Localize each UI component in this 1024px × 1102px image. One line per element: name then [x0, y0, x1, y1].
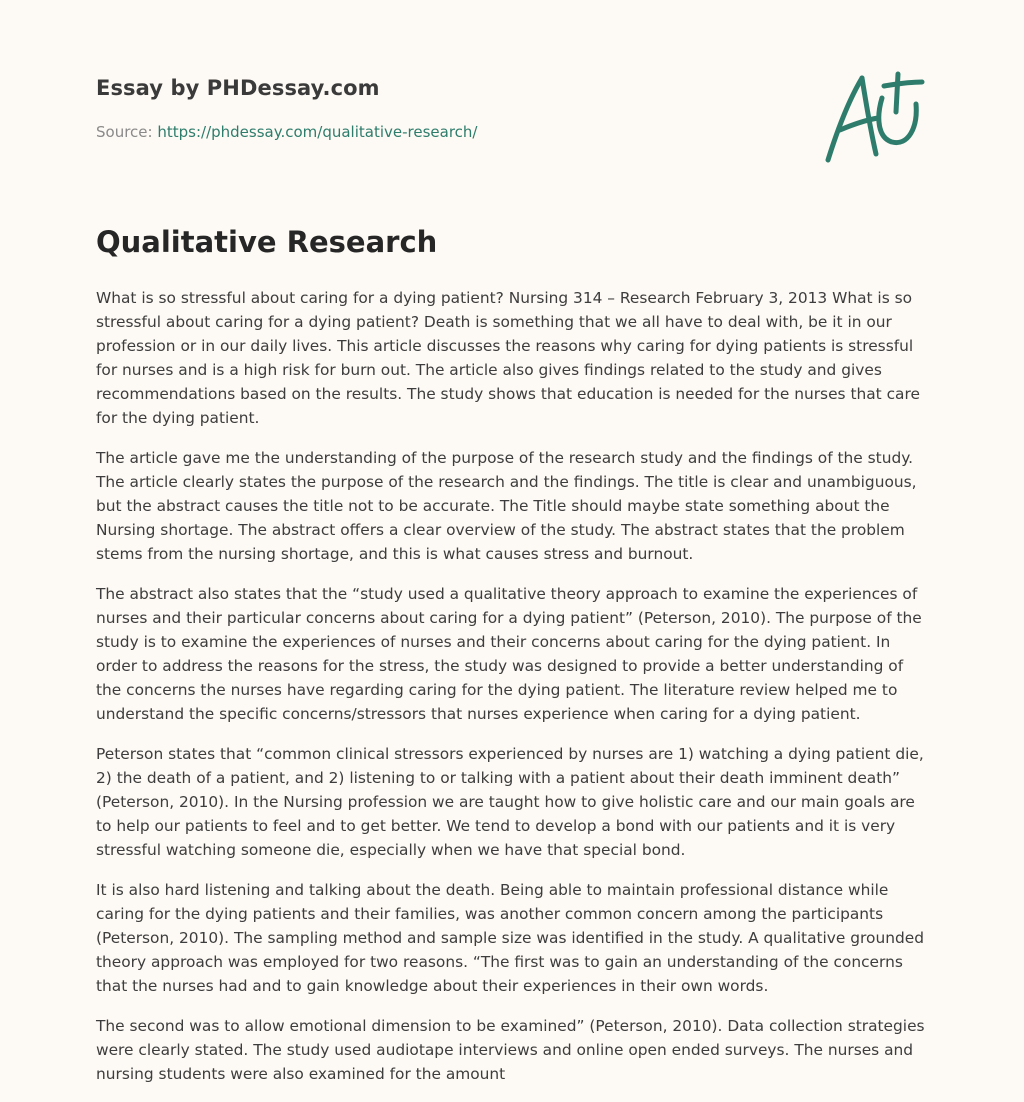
paragraph-4: Peterson states that “common clinical stressors experienced by nurses are 1) watching a dying patient die, 2) the death of a patient, and 2) listening to or talking with a patient about their death imminent death” (Peterson, 2010). In the Nursing profession we are taught how to give holistic care and our main goals are to help our patients to feel and to get better. We tend to develop a bond with our patients and it is very stressful watching someone die, especially when we have that special bond.: [96, 745, 924, 859]
paragraph-5: It is also hard listening and talking about the death. Being able to maintain professional distance while caring for the dying patients and their families, was another common concern among the participants (Peterson, 2010). The sampling method and sample size was identified in the study. A qualitative grounded theory approach was employed for two reasons. “The first was to gain an understanding of the concerns that the nurses had and to gain knowledge about their experiences in their own words.: [96, 881, 924, 995]
paragraph-3: The abstract also states that the “study used a qualitative theory approach to examine the experiences of nurses and their particular concerns about caring for a dying patient” (Peterson, 2010). The purpose of the study is to examine the experiences of nurses and their concerns about caring for the dying patient. In order to address the reasons for the stress, the study was designed to provide a better understanding of the concerns the nurses have regarding caring for the dying patient. The literature review helped me to understand the specific concerns/stressors that nurses experience when caring for a dying patient.: [96, 585, 922, 723]
source-link[interactable]: https://phdessay.com/qualitative-research/: [157, 123, 478, 141]
site-title: Essay by PHDessay.com: [96, 76, 380, 100]
paragraph-1: What is so stressful about caring for a dying patient? Nursing 314 – Research February 3, 2013 What is so stressful about caring for a dying patient? Death is something that we all have to deal with, be it in our profession or in our daily lives. This article discusses the reasons why caring for dying patients is stressful for nurses and is a high risk for burn out. The article also gives findings related to the study and gives recommendations based on the results. The study shows that education is needed for the nurses that care for the dying patient.: [96, 289, 920, 427]
source-label: Source:: [96, 123, 153, 141]
paragraph-6: The second was to allow emotional dimension to be examined” (Peterson, 2010). Data collection strategies were clearly stated. The study used audiotape interviews and online open ended surveys. The nurses and nursing students were also examined for the amount: [96, 1017, 925, 1083]
document-title: Qualitative Research: [96, 225, 438, 259]
document-body: [96, 286, 932, 1102]
source-line: [96, 123, 477, 141]
a-plus-logo-icon: [820, 68, 930, 168]
paragraph-2: The article gave me the understanding of the purpose of the research study and the findings of the study. The article clearly states the purpose of the research and the findings. The title is clear and unambiguous, but the abstract causes the title not to be accurate. The Title should maybe state something about the Nursing shortage. The abstract offers a clear overview of the study. The abstract states that the problem stems from the nursing shortage, and this is what causes stress and burnout.: [96, 449, 917, 563]
